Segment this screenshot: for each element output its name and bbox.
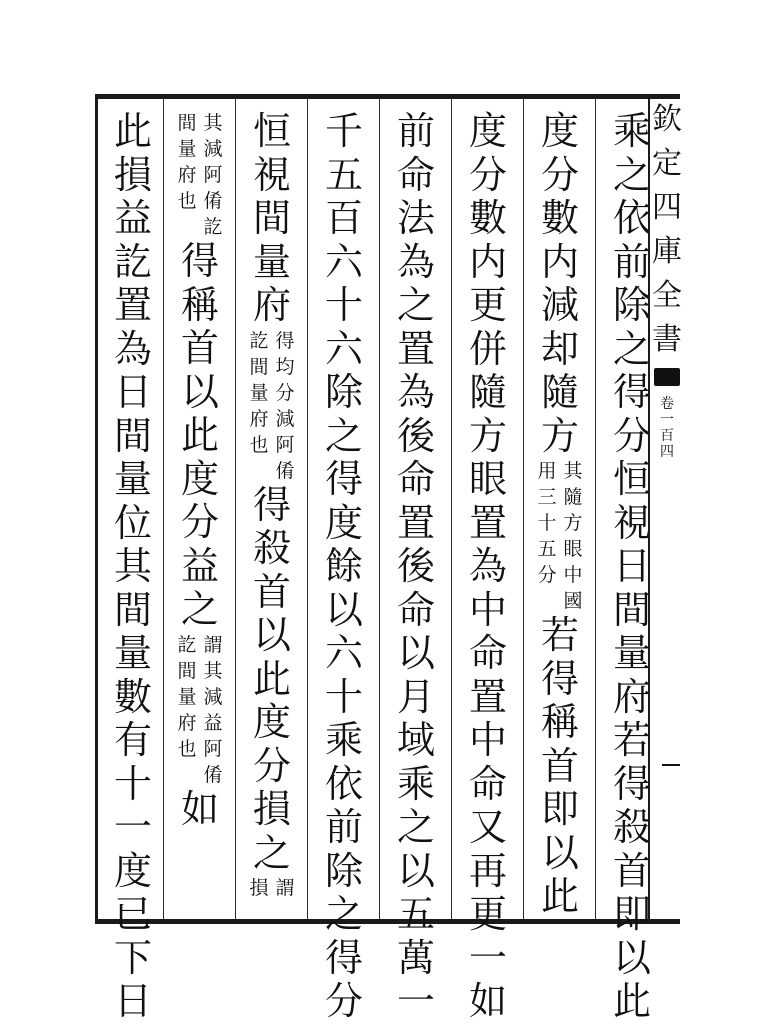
column-rule	[163, 99, 164, 919]
main-char: 若	[612, 718, 651, 762]
main-char: 隨	[468, 370, 507, 414]
note-char: 減	[203, 138, 223, 160]
margin-title-char: 定	[652, 146, 682, 181]
margin-title-char: 全	[652, 278, 682, 313]
note-char: 倄	[275, 459, 295, 482]
main-char: 命	[468, 631, 507, 675]
main-char: 度	[540, 109, 579, 153]
main-char: 為	[396, 370, 435, 414]
note-char: 謂	[275, 877, 295, 899]
main-char: 命	[396, 152, 435, 197]
main-char: 首	[540, 743, 579, 788]
main-char: 六	[324, 326, 363, 371]
margin-book-title	[652, 98, 682, 362]
margin-juan-char: 四	[660, 444, 674, 460]
main-char: 此	[180, 413, 219, 457]
note-char: 分	[537, 564, 557, 586]
main-char: 日	[113, 370, 152, 414]
main-char: 以	[252, 613, 291, 657]
note-char: 量	[177, 138, 197, 160]
main-char: 視	[252, 152, 291, 197]
main-char: 以	[324, 587, 363, 632]
main-char: 之	[180, 587, 219, 631]
main-char: 分	[252, 743, 291, 788]
text-column	[316, 110, 372, 1024]
main-char: 間	[612, 587, 651, 632]
main-char: 間	[113, 587, 152, 632]
note-char: 其	[203, 659, 223, 682]
main-char: 十	[113, 761, 152, 806]
main-char: 又	[468, 805, 507, 849]
note-char: 損	[249, 877, 269, 899]
margin-title-char: 書	[652, 322, 682, 357]
main-char: 得	[252, 482, 291, 527]
note-char: 阿	[203, 737, 223, 760]
commentary-note	[176, 110, 224, 240]
main-char: 以	[540, 830, 579, 875]
main-char: 置	[396, 500, 435, 545]
main-char: 即	[612, 892, 651, 936]
column-rule	[307, 99, 308, 919]
main-char: 間	[113, 413, 152, 458]
note-char: 間	[177, 112, 197, 134]
main-char: 度	[252, 700, 291, 744]
note-char: 府	[177, 164, 197, 186]
note-char: 謂	[203, 633, 223, 656]
note-char: 也	[249, 433, 269, 456]
main-char: 併	[468, 326, 507, 371]
main-char: 度	[468, 109, 507, 153]
main-char: 恒	[612, 457, 651, 501]
main-char: 後	[396, 544, 435, 588]
note-char: 其	[203, 112, 223, 134]
main-char: 一	[396, 979, 435, 1023]
main-char: 若	[540, 613, 579, 657]
main-char: 度	[180, 456, 219, 501]
main-char: 分	[180, 500, 219, 544]
main-char: 置	[396, 326, 435, 371]
margin-title-char: 欽	[652, 102, 682, 137]
main-char: 隨	[540, 370, 579, 414]
main-char: 内	[468, 239, 507, 284]
main-char: 之	[324, 892, 363, 936]
main-char: 内	[540, 239, 579, 284]
commentary-line	[562, 458, 584, 614]
main-char: 除	[324, 848, 363, 893]
main-char: 得	[540, 656, 579, 701]
note-char: 倄	[203, 763, 223, 786]
main-char: 六	[324, 631, 363, 675]
main-char: 却	[540, 326, 579, 371]
main-char: 再	[468, 848, 507, 893]
main-char: 已	[113, 892, 152, 936]
note-char: 訖	[177, 633, 197, 656]
main-char: 度	[113, 848, 152, 893]
main-char: 月	[396, 674, 435, 719]
main-char: 前	[612, 239, 651, 284]
margin-title-char: 四	[652, 190, 682, 225]
main-char: 損	[113, 152, 152, 197]
main-char: 為	[113, 326, 152, 371]
main-char: 量	[113, 631, 152, 675]
commentary-line	[202, 632, 224, 788]
main-char: 眼	[468, 457, 507, 501]
main-char: 更	[468, 283, 507, 327]
main-char: 萬	[396, 935, 435, 980]
main-char: 下	[113, 935, 152, 980]
main-char: 一	[468, 935, 507, 980]
note-char: 量	[249, 381, 269, 404]
main-char: 數	[540, 196, 579, 240]
main-char: 量	[252, 239, 291, 284]
main-char: 置	[468, 674, 507, 719]
main-char: 損	[252, 787, 291, 831]
note-char: 訖	[203, 216, 223, 238]
main-char: 殺	[612, 805, 651, 849]
main-char: 乘	[396, 761, 435, 806]
note-char: 三	[537, 486, 557, 508]
main-char: 首	[252, 569, 291, 614]
main-char: 此	[113, 109, 152, 153]
main-char: 依	[324, 761, 363, 806]
note-char: 用	[537, 460, 557, 482]
main-char: 以	[180, 369, 219, 414]
main-char: 域	[396, 718, 435, 762]
note-char: 訖	[249, 329, 269, 352]
text-column	[388, 110, 444, 1024]
main-char: 六	[324, 239, 363, 284]
note-char: 十	[537, 512, 557, 534]
main-char: 數	[468, 196, 507, 240]
main-char: 得	[324, 457, 363, 501]
note-char: 間	[177, 659, 197, 682]
main-char: 命	[468, 761, 507, 806]
commentary-line	[176, 632, 198, 788]
main-char: 方	[540, 413, 579, 458]
main-char: 除	[324, 370, 363, 414]
text-column	[460, 110, 516, 1024]
main-char: 方	[468, 413, 507, 458]
margin-tick	[662, 764, 680, 766]
main-char: 之	[612, 326, 651, 371]
main-char: 百	[324, 196, 363, 240]
main-char: 命	[396, 457, 435, 501]
note-char: 間	[249, 355, 269, 378]
text-column	[532, 110, 588, 919]
main-char: 分	[468, 152, 507, 197]
main-char: 分	[324, 979, 363, 1023]
margin-juan-char: 百	[660, 428, 674, 444]
note-char: 倄	[203, 190, 223, 212]
main-char: 量	[612, 631, 651, 675]
main-char: 之	[396, 805, 435, 849]
note-char: 也	[177, 737, 197, 760]
column-rule	[451, 99, 452, 919]
column-rule	[523, 99, 524, 919]
main-char: 為	[468, 544, 507, 588]
main-char: 得	[612, 761, 651, 806]
note-char: 減	[203, 685, 223, 708]
main-char: 五	[324, 152, 363, 197]
main-char: 即	[540, 787, 579, 831]
commentary-note	[176, 632, 224, 788]
main-char: 依	[612, 196, 651, 240]
note-char: 眼	[563, 538, 583, 560]
main-char: 如	[180, 786, 219, 831]
commentary-line	[274, 875, 296, 901]
main-char: 此	[612, 979, 651, 1023]
commentary-line	[248, 875, 270, 901]
main-char: 更	[468, 892, 507, 936]
main-char: 得	[612, 370, 651, 414]
note-char: 分	[275, 381, 295, 404]
commentary-note	[248, 328, 296, 484]
fish-tail-mark	[654, 368, 680, 386]
main-char: 此	[540, 874, 579, 918]
commentary-line	[176, 110, 198, 240]
main-char: 乘	[612, 109, 651, 153]
note-char: 國	[563, 590, 583, 612]
commentary-note	[248, 875, 296, 901]
commentary-line	[536, 458, 558, 614]
margin-juan-char: 卷	[660, 396, 674, 412]
main-char: 之	[252, 830, 291, 875]
commentary-line	[202, 110, 224, 240]
commentary-line	[248, 328, 270, 484]
commentary-line	[274, 328, 296, 484]
main-char: 前	[324, 805, 363, 849]
main-char: 訖	[113, 239, 152, 284]
main-char: 日	[113, 979, 152, 1023]
main-char: 為	[396, 239, 435, 284]
note-char: 方	[563, 512, 583, 534]
main-char: 中	[468, 587, 507, 632]
main-char: 益	[113, 196, 152, 240]
main-char: 以	[396, 848, 435, 893]
note-char: 五	[537, 538, 557, 560]
text-column	[105, 110, 161, 1024]
note-char: 阿	[203, 164, 223, 186]
main-char: 前	[396, 109, 435, 153]
note-char: 均	[275, 355, 295, 378]
main-char: 此	[252, 656, 291, 701]
page-margin-strip	[648, 96, 684, 924]
main-char: 除	[612, 283, 651, 327]
main-char: 命	[396, 587, 435, 632]
main-char: 分	[540, 152, 579, 197]
main-char: 千	[324, 109, 363, 153]
main-char: 府	[252, 283, 291, 327]
main-char: 其	[113, 544, 152, 588]
margin-volume-number	[660, 396, 674, 460]
main-char: 間	[252, 196, 291, 240]
note-char: 其	[563, 460, 583, 482]
column-rule	[235, 99, 236, 919]
main-char: 日	[612, 544, 651, 588]
main-char: 之	[324, 413, 363, 458]
main-char: 如	[468, 979, 507, 1023]
column-rule	[595, 99, 596, 919]
note-char: 也	[177, 190, 197, 212]
main-char: 稱	[180, 282, 219, 327]
main-char: 置	[468, 500, 507, 545]
main-char: 府	[612, 674, 651, 719]
margin-juan-char: 一	[660, 412, 674, 428]
main-char: 稱	[540, 700, 579, 744]
main-char: 有	[113, 718, 152, 762]
text-frame	[95, 94, 680, 1023]
main-char: 減	[540, 283, 579, 327]
main-char: 視	[612, 500, 651, 545]
note-char: 府	[249, 407, 269, 430]
main-char: 中	[468, 718, 507, 762]
main-char: 首	[180, 326, 219, 370]
note-char: 隨	[563, 486, 583, 508]
main-char: 以	[612, 935, 651, 980]
main-char: 以	[396, 631, 435, 675]
main-char: 位	[113, 500, 152, 545]
main-char: 後	[396, 413, 435, 458]
column-rule	[379, 99, 380, 919]
main-char: 五	[396, 892, 435, 936]
main-char: 十	[324, 283, 363, 327]
main-char: 之	[396, 283, 435, 327]
note-char: 益	[203, 711, 223, 734]
main-char: 餘	[324, 544, 363, 588]
main-char: 首	[612, 848, 651, 893]
main-char: 殺	[252, 526, 291, 570]
main-char: 法	[396, 196, 435, 240]
main-char: 恒	[252, 109, 291, 153]
main-char: 益	[180, 543, 219, 588]
text-column	[244, 110, 300, 901]
main-char: 得	[324, 935, 363, 980]
main-char: 一	[113, 805, 152, 849]
note-char: 減	[275, 407, 295, 430]
text-column	[172, 110, 228, 831]
main-char: 分	[612, 413, 651, 458]
main-char: 之	[612, 152, 651, 197]
main-char: 度	[324, 500, 363, 545]
margin-title-char: 庫	[652, 234, 682, 269]
main-char: 得	[180, 239, 219, 283]
commentary-note	[536, 458, 584, 614]
main-char: 置	[113, 283, 152, 327]
main-char: 乘	[324, 718, 363, 762]
note-char: 阿	[275, 433, 295, 456]
main-char: 量	[113, 457, 152, 501]
note-char: 府	[177, 711, 197, 734]
note-char: 中	[563, 564, 583, 586]
main-char: 十	[324, 674, 363, 719]
note-char: 量	[177, 685, 197, 708]
note-char: 得	[275, 329, 295, 352]
main-char: 數	[113, 674, 152, 719]
